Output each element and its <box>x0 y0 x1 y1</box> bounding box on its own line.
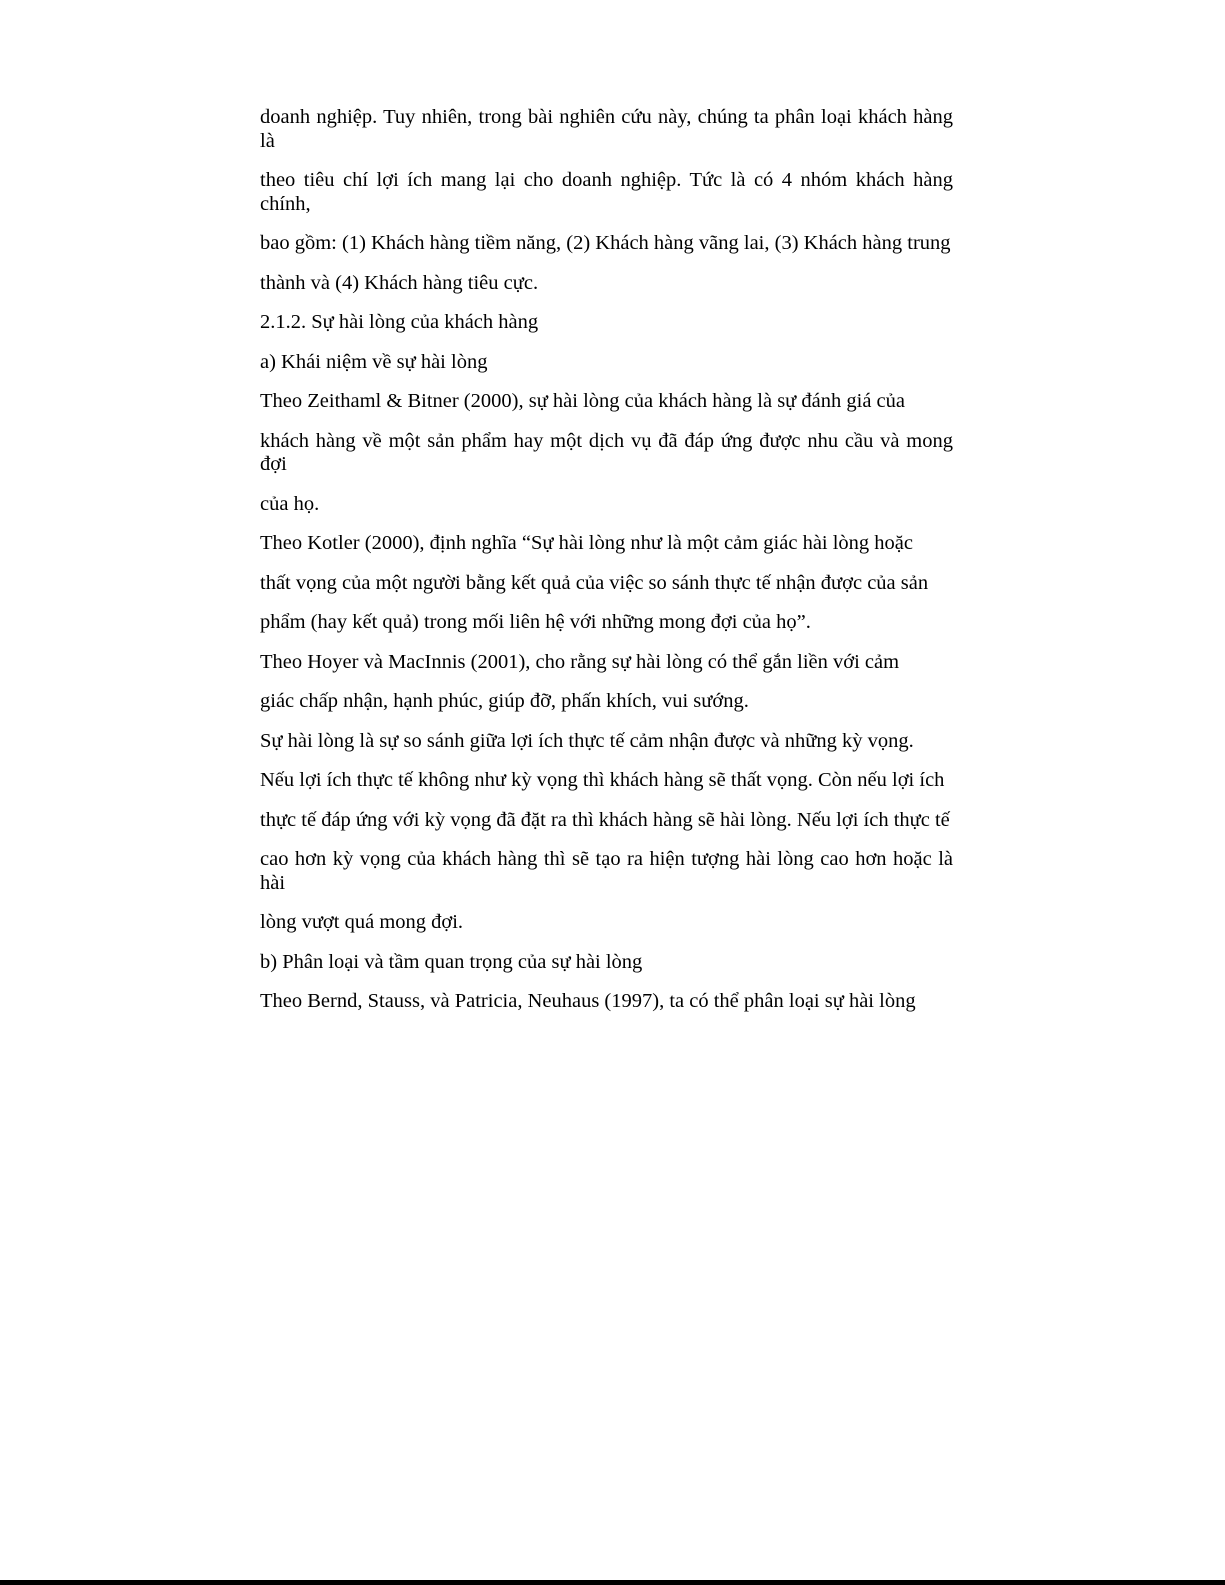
paragraph-2: theo tiêu chí lợi ích mang lại cho doanh nghiệp. Tức là có 4 nhóm khách hàng chính, <box>260 169 953 215</box>
paragraph-17: thực tế đáp ứng với kỳ vọng đã đặt ra thì khách hàng sẽ hài lòng. Nếu lợi ích thực tế <box>260 808 950 831</box>
paragraph-13: Theo Hoyer và MacInnis (2001), cho rằng sự hài lòng có thể gắn liền với cảm <box>260 650 900 673</box>
paragraph-16: Nếu lợi ích thực tế không như kỳ vọng thì khách hàng sẽ thất vọng. Còn nếu lợi ích <box>260 769 945 791</box>
paragraph-3: bao gồm: (1) Khách hàng tiềm năng, (2) Khách hàng vãng lai, (3) Khách hàng trung <box>260 232 951 254</box>
paragraph-12: phẩm (hay kết quả) trong mối liên hệ với những mong đợi của họ”. <box>260 611 811 633</box>
paragraph-15: Sự hài lòng là sự so sánh giữa lợi ích thực tế cảm nhận được và những kỳ vọng. <box>260 729 914 752</box>
paragraph-18: cao hơn kỳ vọng của khách hàng thì sẽ tạo ra hiện tượng hài lòng cao hơn hoặc là hài <box>260 848 953 894</box>
document-body <box>260 106 953 1030</box>
paragraph-1: doanh nghiệp. Tuy nhiên, trong bài nghiên cứu này, chúng ta phân loại khách hàng là <box>260 106 953 152</box>
paragraph-10: Theo Kotler (2000), định nghĩa “Sự hài lòng như là một cảm giác hài lòng hoặc <box>260 532 914 554</box>
paragraph-7: Theo Zeithaml & Bitner (2000), sự hài lòng của khách hàng là sự đánh giá của <box>260 390 906 412</box>
paragraph-9: của họ. <box>260 492 320 515</box>
paragraph-4: thành và (4) Khách hàng tiêu cực. <box>260 271 539 294</box>
paragraph-19: lòng vượt quá mong đợi. <box>260 911 464 933</box>
section-heading-2-1-2: 2.1.2. Sự hài lòng của khách hàng <box>260 311 539 333</box>
subheading-b: b) Phân loại và tầm quan trọng của sự hài lòng <box>260 950 643 973</box>
paragraph-21: Theo Bernd, Stauss, và Patricia, Neuhaus (1997), ta có thể phân loại sự hài lòng <box>260 990 916 1012</box>
paragraph-11: thất vọng của một người bằng kết quả của việc so sánh thực tế nhận được của sản <box>260 571 929 594</box>
paragraph-14: giác chấp nhận, hạnh phúc, giúp đỡ, phấn khích, vui sướng. <box>260 690 749 712</box>
bottom-border <box>0 1580 1225 1585</box>
subheading-a: a) Khái niệm về sự hài lòng <box>260 350 488 373</box>
paragraph-8: khách hàng về một sản phẩm hay một dịch vụ đã đáp ứng được nhu cầu và mong đợi <box>260 429 953 475</box>
